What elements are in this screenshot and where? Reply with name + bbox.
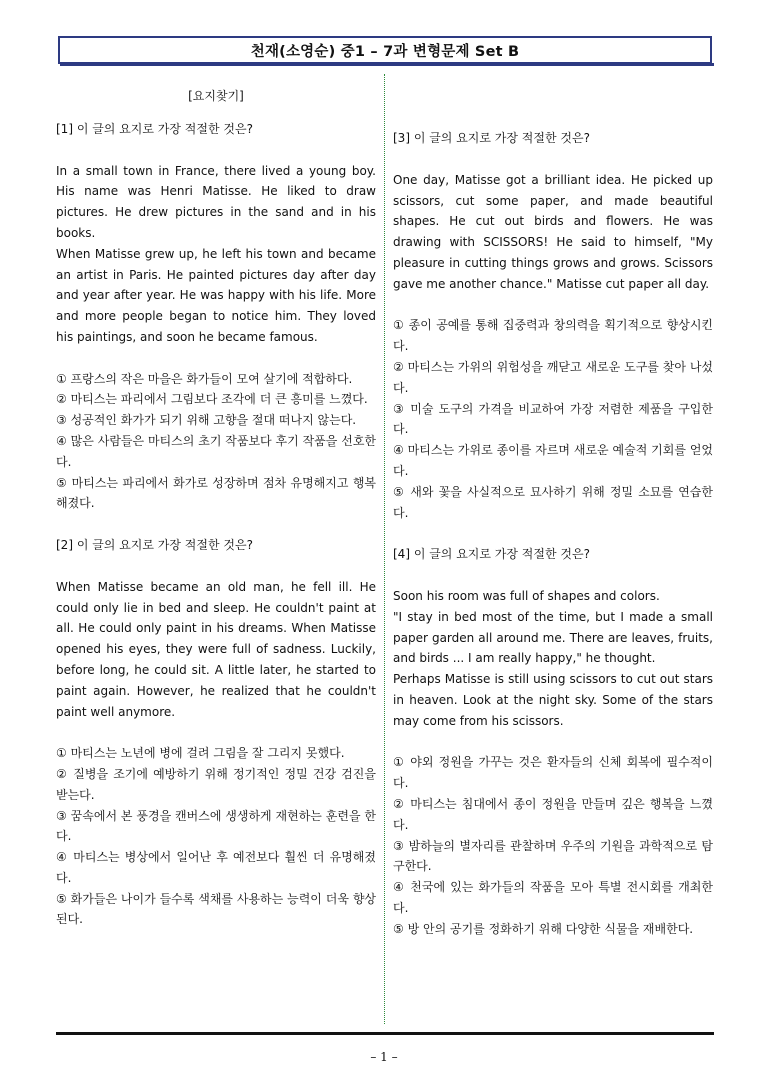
- answer-option: ⑤ 화가들은 나이가 들수록 색채를 사용하는 능력이 더욱 향상된다.: [56, 891, 376, 927]
- answer-options: [393, 752, 713, 939]
- answer-option: ② 마티스는 가위의 위험성을 깨닫고 새로운 도구를 찾아 나섰다.: [393, 359, 713, 395]
- question-4: [393, 544, 713, 939]
- answer-option: ② 마티스는 파리에서 그림보다 조각에 더 큰 흥미를 느꼈다.: [56, 392, 368, 407]
- passage-paragraph: Perhaps Matisse is still using scissors to cut out stars in heaven. Look at the night sky. Some of the stars may come from his scissors.: [393, 672, 713, 728]
- right-column: [393, 128, 713, 960]
- left-column: [56, 86, 376, 951]
- answer-option: ③ 밤하늘의 별자리를 관찰하며 우주의 기원을 과학적으로 탐구한다.: [393, 838, 713, 874]
- passage: [56, 577, 376, 723]
- footer-rule: [56, 1032, 714, 1035]
- answer-option: ⑤ 새와 꽃을 사실적으로 묘사하기 위해 정밀 소묘를 연습한다.: [393, 484, 713, 520]
- answer-option: ④ 많은 사람들은 마티스의 초기 작품보다 후기 작품을 선호한다.: [56, 433, 376, 469]
- passage-paragraph: Soon his room was full of shapes and colors.: [393, 588, 660, 603]
- question-title: [4] 이 글의 요지로 가장 적절한 것은?: [393, 547, 590, 562]
- answer-options: [56, 743, 376, 930]
- question-title: [3] 이 글의 요지로 가장 적절한 것은?: [393, 131, 590, 145]
- answer-options: [393, 315, 713, 523]
- answer-option: ② 마티스는 침대에서 종이 정원을 만들며 깊은 행복을 느꼈다.: [393, 796, 713, 832]
- section-heading: [요지찾기]: [188, 89, 244, 103]
- passage: [56, 161, 376, 348]
- answer-option: ③ 미술 도구의 가격을 비교하여 가장 저렴한 제품을 구입한다.: [393, 401, 713, 437]
- answer-option: ⑤ 방 안의 공기를 정화하기 위해 다양한 식물을 재배한다.: [393, 921, 694, 936]
- answer-option: ② 질병을 조기에 예방하기 위해 정기적인 정밀 건강 검진을 받는다.: [56, 766, 376, 802]
- page-title: 천재(소영순) 중1 – 7과 변형문제 Set B: [58, 36, 712, 64]
- page-number: – 1 –: [370, 1050, 398, 1064]
- answer-options: [56, 369, 376, 515]
- passage: [393, 586, 713, 732]
- answer-option: ④ 마티스는 병상에서 일어난 후 예전보다 훨씬 더 유명해졌다.: [56, 850, 376, 885]
- answer-option: ③ 꿈속에서 본 풍경을 캔버스에 생생하게 재현하는 훈련을 한다.: [56, 808, 376, 844]
- question-1: [56, 119, 376, 514]
- answer-option: ① 야외 정원을 가꾸는 것은 환자들의 신체 회복에 필수적이다.: [393, 755, 713, 791]
- passage-paragraph: One day, Matisse got a brilliant idea. He picked up scissors, cut some paper, and made beautiful shapes. He cut out birds and flowers. He was drawing with SCISSORS! He said to himself, "My pleasure in cutting things grows and grows. Scissors gave me another chance." Matisse cut paper all day.: [393, 172, 713, 291]
- answer-option: ④ 천국에 있는 화가들의 작품을 모아 특별 전시회를 개최한다.: [393, 880, 713, 915]
- passage-paragraph: When Matisse grew up, he left his town and became an artist in Paris. He painted pictures day after day and year after year. He was happy with his life. More and more people began to notice him. They loved his paintings, and soon he became famous.: [56, 246, 376, 344]
- question-3: [393, 128, 713, 523]
- answer-option: ① 마티스는 노년에 병에 걸려 그림을 잘 그리지 못했다.: [56, 746, 345, 761]
- answer-option: ① 프랑스의 작은 마을은 화가들이 모여 살기에 적합하다.: [56, 371, 353, 386]
- passage: [393, 170, 713, 295]
- question-title: [1] 이 글의 요지로 가장 적절한 것은?: [56, 121, 253, 136]
- answer-option: ⑤ 마티스는 파리에서 화가로 성장하며 점차 유명해지고 행복해졌다.: [56, 475, 376, 511]
- passage-paragraph: "I stay in bed most of the time, but I made a small paper garden all around me. There are leaves, fruits, and birds ... I am really happy," he thought.: [393, 609, 713, 666]
- column-divider: [384, 74, 385, 1024]
- passage-paragraph: When Matisse became an old man, he fell ill. He could only lie in bed and sleep. He couldn't paint at all. He could only paint in his dreams. When Matisse opened his eyes, they were full of sadness. Luckily, before long, he could sit. A little later, he started to paint again. However, he realized that he couldn't paint well anymore.: [56, 579, 376, 719]
- question-2: [56, 535, 376, 930]
- title-shadow: [60, 63, 714, 66]
- answer-option: ④ 마티스는 가위로 종이를 자르며 새로운 예술적 기회를 얻었다.: [393, 443, 713, 478]
- passage-paragraph: In a small town in France, there lived a young boy. His name was Henri Matisse. He liked to draw pictures. He drew pictures in the sand and in his books.: [56, 163, 376, 240]
- answer-option: ③ 성공적인 화가가 되기 위해 고향을 절대 떠나지 않는다.: [56, 413, 357, 428]
- question-title: [2] 이 글의 요지로 가장 적절한 것은?: [56, 537, 253, 552]
- answer-option: ① 종이 공예를 통해 집중력과 창의력을 획기적으로 향상시킨다.: [393, 318, 713, 354]
